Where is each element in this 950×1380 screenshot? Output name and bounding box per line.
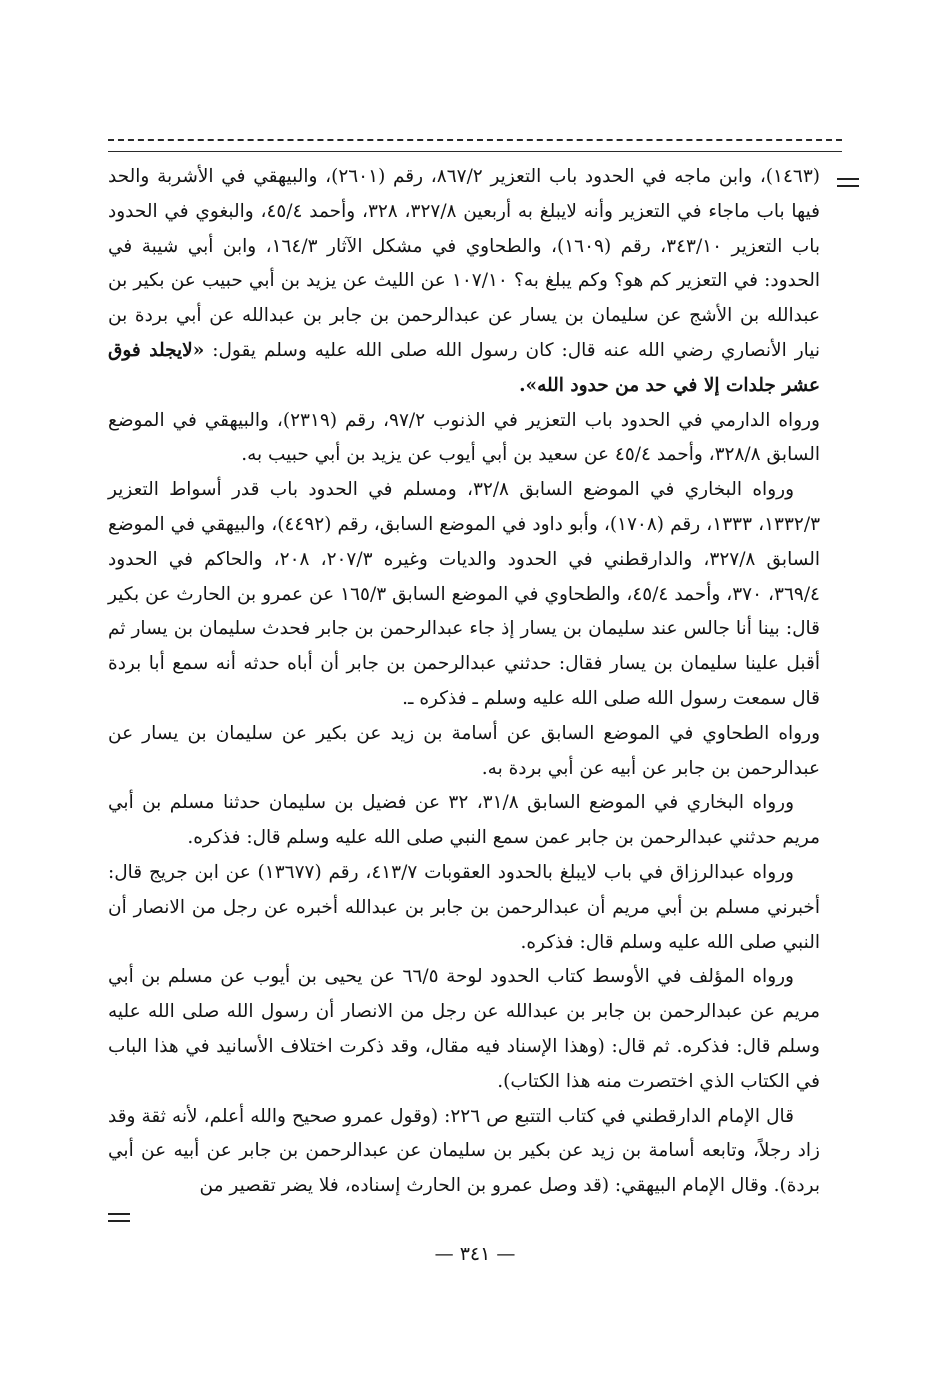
footnote-paragraph-2: ورواه الدارمي في الحدود باب التعزير في الذنوب ٩٧/٢، رقم (٢٣١٩)، والبيهقي في الموضع السابق ٣٢٨/٨، وأحمد ٤٥/٤ عن سعيد بن أبي أيوب عن يزيد بن أبي حبيب به. (108, 409, 820, 466)
footnote-paragraph-1 (108, 160, 820, 404)
page-number: — ٣٤١ — (434, 1243, 516, 1265)
hadith-quote: «لايجلد فوق عشر جلدات إلا في حد من حدود الله». (108, 339, 820, 396)
footnote-block (108, 160, 820, 1204)
continuation-mark-bottom (108, 1213, 130, 1223)
footnote-paragraph-1-text: (١٤٦٣)، وابن ماجه في الحدود باب التعزير ٨٦٧/٢، رقم (٢٦٠١)، والبيهقي في الأشربة والحد فيها باب ماجاء في التعزير وأنه لايبلغ به أربعين ٣٢٧/٨، ٣٢٨، وأحمد ٤٥/٤، والبغوي في الحدود باب التعزير ٣٤٣/١٠، رقم (١٦٠٩)، والطحاوي في مشكل الآثار ١٦٤/٣، وابن أبي شيبة في الحدود: في التعزير كم هو؟ وكم يبلغ به؟ ١٠٧/١٠ عن الليث عن يزيد بن أبي حبيب عن بكير بن عبدالله بن الأشج عن سليمان بن يسار عن عبدالرحمن بن جابر بن عبدالله عن أبي بردة بن نيار الأنصاري رضي الله عنه قال: كان رسول الله صلى الله عليه وسلم يقول: (108, 166, 821, 361)
footnote-paragraph-3: ورواه البخاري في الموضع السابق ٣٢/٨، ومسلم في الحدود باب قدر أسواط التعزير ١٣٣٢/٣، ١٣٣٣، رقم (١٧٠٨)، وأبو داود في الموضع السابق، رقم (٤٤٩٢)، والبيهقي في الموضع السابق ٣٢٧/٨، والدارقطني في الحدود والديات وغيره ٢٠٧/٣، ٢٠٨، والحاكم في الحدود ٣٦٩/٤، ٣٧٠، وأحمد ٤٥/٤، والطحاوي في الموضع السابق ١٦٥/٣ عن عمرو بن الحارث عن بكير قال: بينا أنا جالس عند سليمان بن يسار إذ جاء عبدالرحمن بن جابر فحدث سليمان بن يسار ثم أقبل علينا سليمان بن يسار فقال: حدثني عبدالرحمن بن جابر أن أباه حدثه أنه سمع أبا بردة قال سمعت رسول الله صلى الله عليه وسلم ـ فذكره ـ. (108, 479, 821, 709)
footnote-paragraph-6: ورواه عبدالرزاق في باب لايبلغ بالحدود العقوبات ٤١٣/٧، رقم (١٣٦٧٧) عن ابن جريج قال: أخبرني مسلم بن أبي مريم أن عبدالرحمن بن جابر بن عبدالله أخبره عن رجل من الانصار أن النبي صلى الله عليه وسلم قال: فذكره. (108, 861, 820, 953)
footnote-paragraph-5: ورواه البخاري في الموضع السابق ٣١/٨، ٣٢ عن فضيل بن سليمان حدثنا مسلم بن أبي مريم حدثني عبدالرحمن بن جابر عمن سمع النبي صلى الله عليه وسلم قال: فذكره. (108, 792, 820, 849)
continuation-mark-top (837, 178, 859, 188)
footnote-paragraph-7: ورواه المؤلف في الأوسط كتاب الحدود لوحة ٦٦/٥ عن يحيى بن أيوب عن مسلم بن أبي مريم عن عبدالرحمن بن جابر بن عبدالله عن رجل من الانصار أن رسول الله صلى الله عليه وسلم قال: فذكره. ثم قال: (وهذا الإسناد فيه مقال، وقد ذكرت اختلاف الأسانيد في هذا الباب في الكتاب الذي اختصرت منه هذا الكتاب). (108, 966, 820, 1092)
footnote-separator-dashed (108, 139, 842, 141)
footnote-paragraph-8: قال الإمام الدارقطني في كتاب التتبع ص ٢٢٦: (وقول عمرو صحيح والله أعلم، لأنه ثقة وقد زاد رجلاً، وتابعه أسامة بن زيد عن بكير بن سليمان عن عبدالرحمن بن جابر عن أبيه عن أبي بردة). وقال الإمام البيهقي: (قد وصل عمرو بن الحارث إسناده، فلا يضر تقصير من (108, 1105, 820, 1197)
footnote-paragraph-4: ورواه الطحاوي في الموضع السابق عن أسامة بن زيد عن بكير عن سليمان بن يسار عن عبدالرحمن بن جابر عن أبيه عن أبي بردة به. (108, 722, 820, 779)
footnote-separator-solid (108, 151, 842, 152)
